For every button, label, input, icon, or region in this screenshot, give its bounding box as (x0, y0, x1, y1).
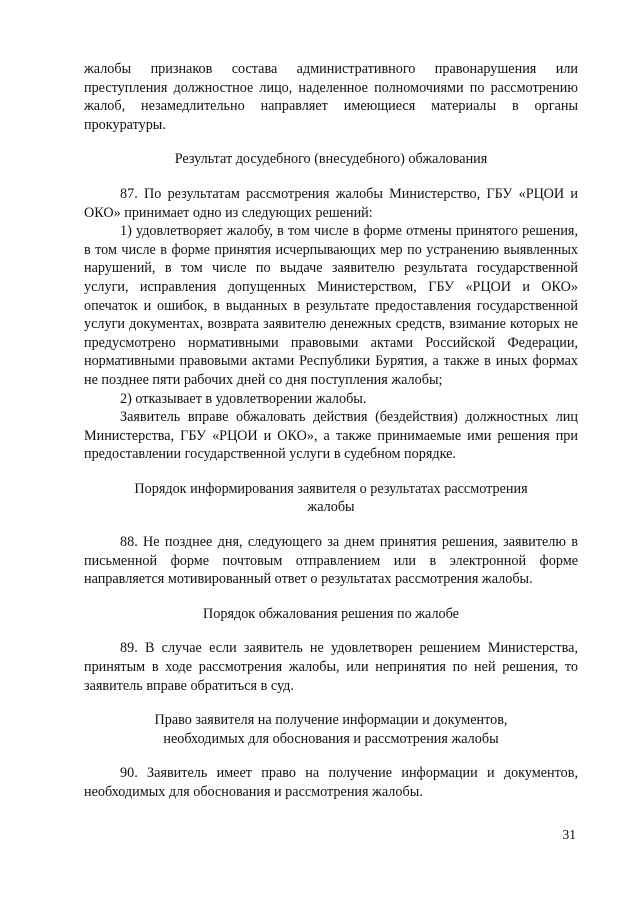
section-heading-result (84, 150, 578, 169)
heading-rights-line-1: Право заявителя на получение информации и документов, (154, 712, 508, 729)
paragraph-89: 89. В случае если заявитель не удовлетворен решением Министерства, принятым в ходе рассмотрения жалобы, или непринятия по ней решения, то заявитель вправе обратиться в суд. (84, 640, 578, 694)
section-heading-rights (84, 711, 578, 748)
paragraph-87-item-2: 2) отказывает в удовлетворении жалобы. (120, 390, 367, 407)
page-content (84, 60, 578, 802)
section-heading-inform (84, 480, 578, 517)
heading-inform-line-2: жалобы (307, 499, 355, 516)
page-number: 31 (562, 827, 576, 842)
paragraph-87-intro: 87. По результатам рассмотрения жалобы Министерство, ГБУ «РЦОИ и ОКО» принимает одно из следующих решений: (84, 185, 578, 221)
paragraph-88: 88. Не позднее дня, следующего за днем принятия решения, заявителю в письменной форме почтовым отправлением или в электронной форме направляется мотивированный ответ о результатах рассмотрения жалобы. (84, 534, 578, 588)
heading-rights-line-2: необходимых для обоснования и рассмотрения жалобы (163, 730, 499, 747)
section-heading-appeal (84, 605, 578, 624)
heading-appeal-text: Порядок обжалования решения по жалобе (203, 605, 459, 622)
heading-result-text: Результат досудебного (внесудебного) обжалования (174, 151, 488, 168)
paragraph-87-item-1: 1) удовлетворяет жалобу, в том числе в форме отмены принятого решения, в том числе в форме принятия исчерпывающих мер по устранению выявленных нарушений, в том числе по выдаче заявителю результата государственной услуги, исправления допущенных Министерством, ГБУ «РЦОИ и ОКО» опечаток и ошибок, в выданных в результате предоставления государственной услуги документах, возврата заявителю денежных средств, взимание которых не предусмотрено нормативными правовыми актами Российской Федерации, нормативными правовыми актами Республики Бурятия, а также в иных формах не позднее пяти рабочих дней со дня поступления жалобы; (84, 223, 578, 388)
heading-inform-line-1: Порядок информирования заявителя о результатах рассмотрения (134, 480, 528, 497)
paragraph-continuation: жалобы признаков состава административного правонарушения или преступления должностное лицо, наделенное полномочиями по рассмотрению жалоб, незамедлительно направляет имеющиеся материалы в органы прокуратуры. (84, 61, 578, 133)
paragraph-90: 90. Заявитель имеет право на получение информации и документов, необходимых для обоснования и рассмотрения жалобы. (84, 765, 578, 800)
paragraph-87-appeal: Заявитель вправе обжаловать действия (бездействия) должностных лиц Министерства, ГБУ «РЦОИ и ОКО», а также принимаемые ими решения при предоставлении государственной услуги в судебном порядке. (84, 409, 578, 463)
